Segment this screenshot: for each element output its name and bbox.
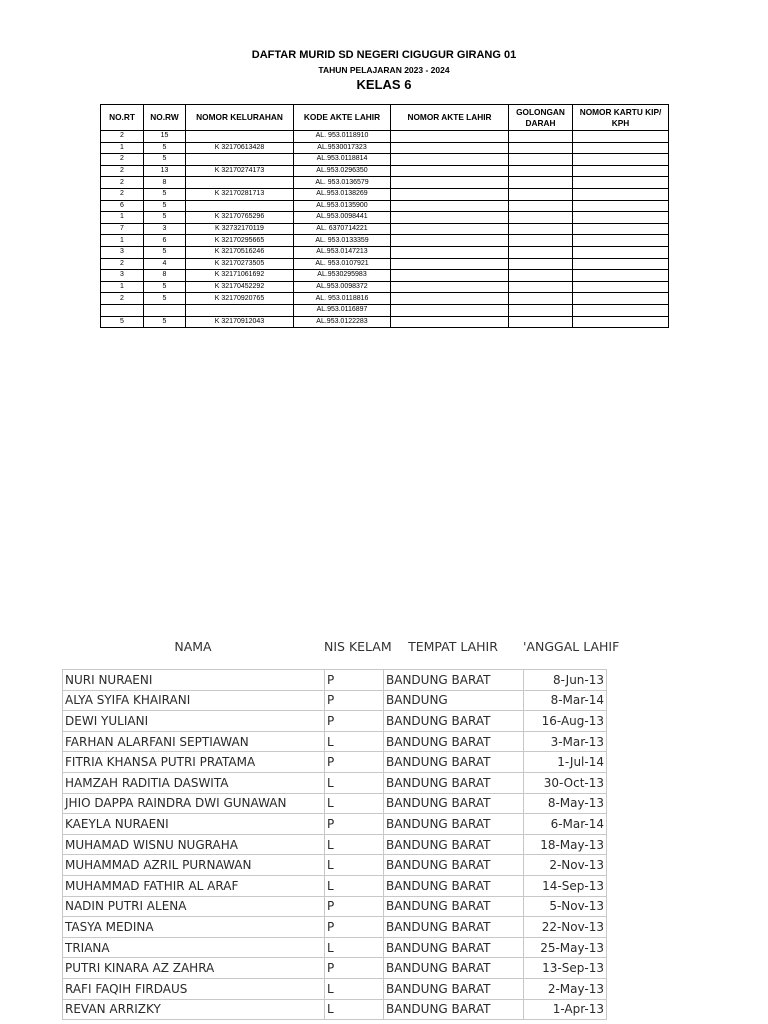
table-row	[63, 875, 607, 896]
cell-no-rt: 3	[101, 246, 144, 258]
cell-nama: TRIANA	[63, 937, 325, 958]
cell-nomor-kelurahan: K 32170281713	[186, 188, 294, 200]
cell-kode-akte-lahir: AL. 953.0133359	[294, 235, 391, 247]
cell-kode-akte-lahir: AL.953.0138269	[294, 188, 391, 200]
cell-kode-akte-lahir: AL.953.0118814	[294, 154, 391, 166]
col-header-nomor-kartu-kip: NOMOR KARTU KIP/ KPH	[573, 105, 669, 131]
cell-nomor-akte-lahir	[391, 235, 509, 247]
academic-year: TAHUN PELAJARAN 2023 - 2024	[318, 65, 450, 75]
cell-golongan-darah	[509, 235, 573, 247]
student-records-table	[100, 104, 669, 328]
cell-tempat-lahir: BANDUNG BARAT	[384, 834, 524, 855]
cell-nomor-kartu-kip	[573, 131, 669, 143]
cell-nama: HAMZAH RADITIA DASWITA	[63, 772, 325, 793]
table-row	[101, 188, 669, 200]
cell-jenis-kelamin: L	[325, 978, 384, 999]
cell-no-rt: 2	[101, 165, 144, 177]
cell-jenis-kelamin: P	[325, 690, 384, 711]
table-row	[101, 258, 669, 270]
cell-golongan-darah	[509, 270, 573, 282]
cell-nama: KAEYLA NURAENI	[63, 814, 325, 835]
cell-nomor-akte-lahir	[391, 246, 509, 258]
cell-nomor-akte-lahir	[391, 131, 509, 143]
cell-tanggal-lahir: 6-Mar-14	[524, 814, 607, 835]
cell-kode-akte-lahir: AL.953.0098372	[294, 281, 391, 293]
cell-nomor-kartu-kip	[573, 177, 669, 189]
class-label: KELAS 6	[356, 77, 412, 92]
cell-nomor-kelurahan: K 32170273505	[186, 258, 294, 270]
cell-nama: DEWI YULIANI	[63, 711, 325, 732]
table-row	[63, 896, 607, 917]
col-header-nomor-kelurahan: NOMOR KELURAHAN	[186, 105, 294, 131]
cell-no-rt: 6	[101, 200, 144, 212]
cell-tanggal-lahir: 8-May-13	[524, 793, 607, 814]
cell-no-rt: 2	[101, 188, 144, 200]
cell-no-rw: 6	[144, 235, 186, 247]
cell-tanggal-lahir: 1-Apr-13	[524, 999, 607, 1020]
cell-no-rw: 5	[144, 154, 186, 166]
cell-nomor-akte-lahir	[391, 316, 509, 328]
table-row	[63, 731, 607, 752]
cell-nama: FARHAN ALARFANI SEPTIAWAN	[63, 731, 325, 752]
cell-nomor-kelurahan: K 32170516246	[186, 246, 294, 258]
cell-no-rt: 2	[101, 293, 144, 305]
cell-no-rw: 5	[144, 316, 186, 328]
table-row	[101, 212, 669, 224]
cell-nomor-kartu-kip	[573, 212, 669, 224]
col-header-nama: NAMA	[174, 639, 212, 654]
cell-golongan-darah	[509, 188, 573, 200]
cell-golongan-darah	[509, 223, 573, 235]
cell-nomor-kelurahan: K 32170920765	[186, 293, 294, 305]
cell-nomor-kelurahan	[186, 177, 294, 189]
cell-no-rw: 5	[144, 212, 186, 224]
cell-nomor-akte-lahir	[391, 270, 509, 282]
cell-tanggal-lahir: 2-Nov-13	[524, 855, 607, 876]
cell-tanggal-lahir: 18-May-13	[524, 834, 607, 855]
cell-golongan-darah	[509, 154, 573, 166]
cell-tanggal-lahir: 13-Sep-13	[524, 958, 607, 979]
cell-nomor-akte-lahir	[391, 165, 509, 177]
cell-nomor-kelurahan	[186, 304, 294, 316]
cell-tanggal-lahir: 8-Mar-14	[524, 690, 607, 711]
cell-kode-akte-lahir: AL. 953.0118910	[294, 131, 391, 143]
cell-nomor-kelurahan: K 32170765296	[186, 212, 294, 224]
cell-kode-akte-lahir: AL.953.0116897	[294, 304, 391, 316]
cell-nomor-akte-lahir	[391, 281, 509, 293]
table-row	[63, 958, 607, 979]
table-row	[101, 154, 669, 166]
cell-nomor-kelurahan	[186, 131, 294, 143]
cell-jenis-kelamin: P	[325, 958, 384, 979]
cell-nomor-akte-lahir	[391, 200, 509, 212]
table-row	[101, 165, 669, 177]
cell-tempat-lahir: BANDUNG BARAT	[384, 793, 524, 814]
cell-nomor-kelurahan: K 32170912043	[186, 316, 294, 328]
cell-tempat-lahir: BANDUNG BARAT	[384, 958, 524, 979]
cell-no-rt: 2	[101, 154, 144, 166]
col-header-jenis-kelamin: NIS KELAM	[324, 639, 392, 654]
cell-nomor-kelurahan: K 32170613428	[186, 142, 294, 154]
table-row	[101, 200, 669, 212]
cell-tanggal-lahir: 25-May-13	[524, 937, 607, 958]
cell-nomor-kartu-kip	[573, 304, 669, 316]
cell-no-rt: 3	[101, 270, 144, 282]
table-row	[63, 917, 607, 938]
cell-nomor-akte-lahir	[391, 142, 509, 154]
table-row	[101, 246, 669, 258]
cell-golongan-darah	[509, 212, 573, 224]
cell-no-rt: 1	[101, 235, 144, 247]
table-row	[63, 937, 607, 958]
table-row	[101, 142, 669, 154]
cell-tanggal-lahir: 14-Sep-13	[524, 875, 607, 896]
cell-tempat-lahir: BANDUNG BARAT	[384, 855, 524, 876]
cell-kode-akte-lahir: AL. 953.0118816	[294, 293, 391, 305]
cell-no-rw: 15	[144, 131, 186, 143]
cell-nomor-kartu-kip	[573, 188, 669, 200]
cell-nomor-kartu-kip	[573, 316, 669, 328]
cell-nomor-kartu-kip	[573, 223, 669, 235]
cell-no-rt: 1	[101, 142, 144, 154]
cell-golongan-darah	[509, 246, 573, 258]
cell-kode-akte-lahir: AL.9530295983	[294, 270, 391, 282]
cell-jenis-kelamin: L	[325, 834, 384, 855]
cell-nomor-kelurahan	[186, 200, 294, 212]
cell-nama: ALYA SYIFA KHAIRANI	[63, 690, 325, 711]
table-row	[101, 235, 669, 247]
cell-tanggal-lahir: 3-Mar-13	[524, 731, 607, 752]
cell-nomor-akte-lahir	[391, 177, 509, 189]
cell-jenis-kelamin: L	[325, 937, 384, 958]
cell-golongan-darah	[509, 165, 573, 177]
table-row	[63, 772, 607, 793]
cell-nama: NURI NURAENI	[63, 670, 325, 691]
cell-no-rt: 1	[101, 212, 144, 224]
cell-no-rw	[144, 304, 186, 316]
cell-nomor-akte-lahir	[391, 304, 509, 316]
table-row	[101, 281, 669, 293]
cell-nomor-kartu-kip	[573, 235, 669, 247]
table-row	[101, 131, 669, 143]
cell-nomor-kartu-kip	[573, 258, 669, 270]
cell-kode-akte-lahir: AL. 953.0136579	[294, 177, 391, 189]
cell-jenis-kelamin: L	[325, 855, 384, 876]
col-header-tanggal-lahir: 'ANGGAL LAHIF	[523, 639, 620, 654]
cell-tempat-lahir: BANDUNG BARAT	[384, 937, 524, 958]
table-row	[63, 814, 607, 835]
cell-nomor-kartu-kip	[573, 293, 669, 305]
cell-jenis-kelamin: L	[325, 731, 384, 752]
cell-nomor-kartu-kip	[573, 165, 669, 177]
col-header-no-rt: NO.RT	[101, 105, 144, 131]
cell-nomor-kelurahan: K 32732170119	[186, 223, 294, 235]
cell-kode-akte-lahir: AL.953.0122283	[294, 316, 391, 328]
cell-jenis-kelamin: P	[325, 711, 384, 732]
cell-golongan-darah	[509, 281, 573, 293]
col-header-kode-akte-lahir: KODE AKTE LAHIR	[294, 105, 391, 131]
cell-kode-akte-lahir: AL.953.0296350	[294, 165, 391, 177]
cell-jenis-kelamin: P	[325, 670, 384, 691]
table-row	[63, 793, 607, 814]
cell-no-rw: 5	[144, 293, 186, 305]
table-header-row	[101, 105, 669, 131]
cell-kode-akte-lahir: AL.953.0147213	[294, 246, 391, 258]
table-row	[101, 223, 669, 235]
cell-tempat-lahir: BANDUNG BARAT	[384, 731, 524, 752]
table-row	[101, 304, 669, 316]
table-row	[63, 711, 607, 732]
cell-tanggal-lahir: 5-Nov-13	[524, 896, 607, 917]
cell-no-rw: 8	[144, 177, 186, 189]
cell-tanggal-lahir: 2-May-13	[524, 978, 607, 999]
cell-jenis-kelamin: P	[325, 752, 384, 773]
cell-tempat-lahir: BANDUNG BARAT	[384, 814, 524, 835]
cell-nama: TASYA MEDINA	[63, 917, 325, 938]
cell-nomor-akte-lahir	[391, 293, 509, 305]
cell-nama: MUHAMMAD FATHIR AL ARAF	[63, 875, 325, 896]
cell-nama: FITRIA KHANSA PUTRI PRATAMA	[63, 752, 325, 773]
cell-jenis-kelamin: L	[325, 793, 384, 814]
cell-no-rw: 5	[144, 200, 186, 212]
cell-no-rt: 1	[101, 281, 144, 293]
cell-nomor-akte-lahir	[391, 154, 509, 166]
cell-golongan-darah	[509, 258, 573, 270]
cell-nama: MUHAMAD WISNU NUGRAHA	[63, 834, 325, 855]
cell-jenis-kelamin: P	[325, 814, 384, 835]
cell-jenis-kelamin: L	[325, 875, 384, 896]
cell-nomor-kartu-kip	[573, 200, 669, 212]
cell-tempat-lahir: BANDUNG BARAT	[384, 752, 524, 773]
cell-nomor-kartu-kip	[573, 142, 669, 154]
cell-tanggal-lahir: 1-Jul-14	[524, 752, 607, 773]
table-row	[101, 316, 669, 328]
cell-nomor-akte-lahir	[391, 258, 509, 270]
table-row	[63, 690, 607, 711]
cell-nomor-kartu-kip	[573, 281, 669, 293]
cell-no-rw: 5	[144, 188, 186, 200]
col-header-golongan-darah: GOLONGAN DARAH	[509, 105, 573, 131]
col-header-tempat-lahir: TEMPAT LAHIR	[408, 639, 498, 654]
cell-tempat-lahir: BANDUNG BARAT	[384, 917, 524, 938]
cell-kode-akte-lahir: AL.9530017323	[294, 142, 391, 154]
cell-nama: REVAN ARRIZKY	[63, 999, 325, 1020]
cell-golongan-darah	[509, 177, 573, 189]
cell-nomor-kelurahan: K 32170274173	[186, 165, 294, 177]
cell-tanggal-lahir: 8-Jun-13	[524, 670, 607, 691]
cell-no-rt: 2	[101, 131, 144, 143]
cell-golongan-darah	[509, 131, 573, 143]
cell-jenis-kelamin: P	[325, 917, 384, 938]
cell-golongan-darah	[509, 316, 573, 328]
cell-tempat-lahir: BANDUNG BARAT	[384, 896, 524, 917]
cell-tanggal-lahir: 30-Oct-13	[524, 772, 607, 793]
table-row	[101, 293, 669, 305]
cell-no-rt: 2	[101, 177, 144, 189]
cell-no-rt: 2	[101, 258, 144, 270]
table-row	[101, 177, 669, 189]
cell-no-rw: 13	[144, 165, 186, 177]
cell-nomor-akte-lahir	[391, 212, 509, 224]
table-row	[63, 834, 607, 855]
cell-kode-akte-lahir: AL.953.0135900	[294, 200, 391, 212]
cell-nama: JHIO DAPPA RAINDRA DWI GUNAWAN	[63, 793, 325, 814]
cell-tempat-lahir: BANDUNG BARAT	[384, 999, 524, 1020]
cell-nomor-akte-lahir	[391, 188, 509, 200]
cell-nomor-kelurahan: K 32170295665	[186, 235, 294, 247]
cell-tanggal-lahir: 16-Aug-13	[524, 711, 607, 732]
cell-tempat-lahir: BANDUNG BARAT	[384, 875, 524, 896]
cell-nomor-kartu-kip	[573, 270, 669, 282]
cell-tempat-lahir: BANDUNG	[384, 690, 524, 711]
cell-tanggal-lahir: 22-Nov-13	[524, 917, 607, 938]
cell-no-rw: 5	[144, 246, 186, 258]
cell-nomor-kelurahan: K 32170452292	[186, 281, 294, 293]
cell-nomor-kelurahan	[186, 154, 294, 166]
cell-golongan-darah	[509, 142, 573, 154]
cell-nama: NADIN PUTRI ALENA	[63, 896, 325, 917]
cell-nomor-akte-lahir	[391, 223, 509, 235]
cell-tempat-lahir: BANDUNG BARAT	[384, 978, 524, 999]
col-header-no-rw: NO.RW	[144, 105, 186, 131]
cell-no-rw: 5	[144, 142, 186, 154]
student-names-table	[62, 669, 607, 1020]
cell-no-rt: 5	[101, 316, 144, 328]
cell-jenis-kelamin: P	[325, 896, 384, 917]
cell-no-rw: 8	[144, 270, 186, 282]
cell-jenis-kelamin: L	[325, 999, 384, 1020]
cell-golongan-darah	[509, 200, 573, 212]
cell-kode-akte-lahir: AL.953.0098441	[294, 212, 391, 224]
table-row	[63, 978, 607, 999]
cell-kode-akte-lahir: AL. 6370714221	[294, 223, 391, 235]
document-title: DAFTAR MURID SD NEGERI CIGUGUR GIRANG 01	[251, 49, 517, 61]
cell-no-rw: 4	[144, 258, 186, 270]
cell-golongan-darah	[509, 304, 573, 316]
cell-tempat-lahir: BANDUNG BARAT	[384, 772, 524, 793]
cell-nomor-kartu-kip	[573, 154, 669, 166]
table-row	[63, 670, 607, 691]
col-header-nomor-akte-lahir: NOMOR AKTE LAHIR	[391, 105, 509, 131]
cell-nama: RAFI FAQIH FIRDAUS	[63, 978, 325, 999]
table-row	[63, 752, 607, 773]
cell-nomor-kartu-kip	[573, 246, 669, 258]
cell-no-rw: 3	[144, 223, 186, 235]
cell-no-rt: 7	[101, 223, 144, 235]
cell-tempat-lahir: BANDUNG BARAT	[384, 711, 524, 732]
cell-nama: MUHAMMAD AZRIL PURNAWAN	[63, 855, 325, 876]
cell-no-rw: 5	[144, 281, 186, 293]
cell-jenis-kelamin: L	[325, 772, 384, 793]
cell-golongan-darah	[509, 293, 573, 305]
table-row	[101, 270, 669, 282]
cell-tempat-lahir: BANDUNG BARAT	[384, 670, 524, 691]
cell-no-rt	[101, 304, 144, 316]
table-row	[63, 999, 607, 1020]
cell-nomor-kelurahan: K 32171061692	[186, 270, 294, 282]
cell-kode-akte-lahir: AL. 953.0107921	[294, 258, 391, 270]
cell-nama: PUTRI KINARA AZ ZAHRA	[63, 958, 325, 979]
table-row	[63, 855, 607, 876]
